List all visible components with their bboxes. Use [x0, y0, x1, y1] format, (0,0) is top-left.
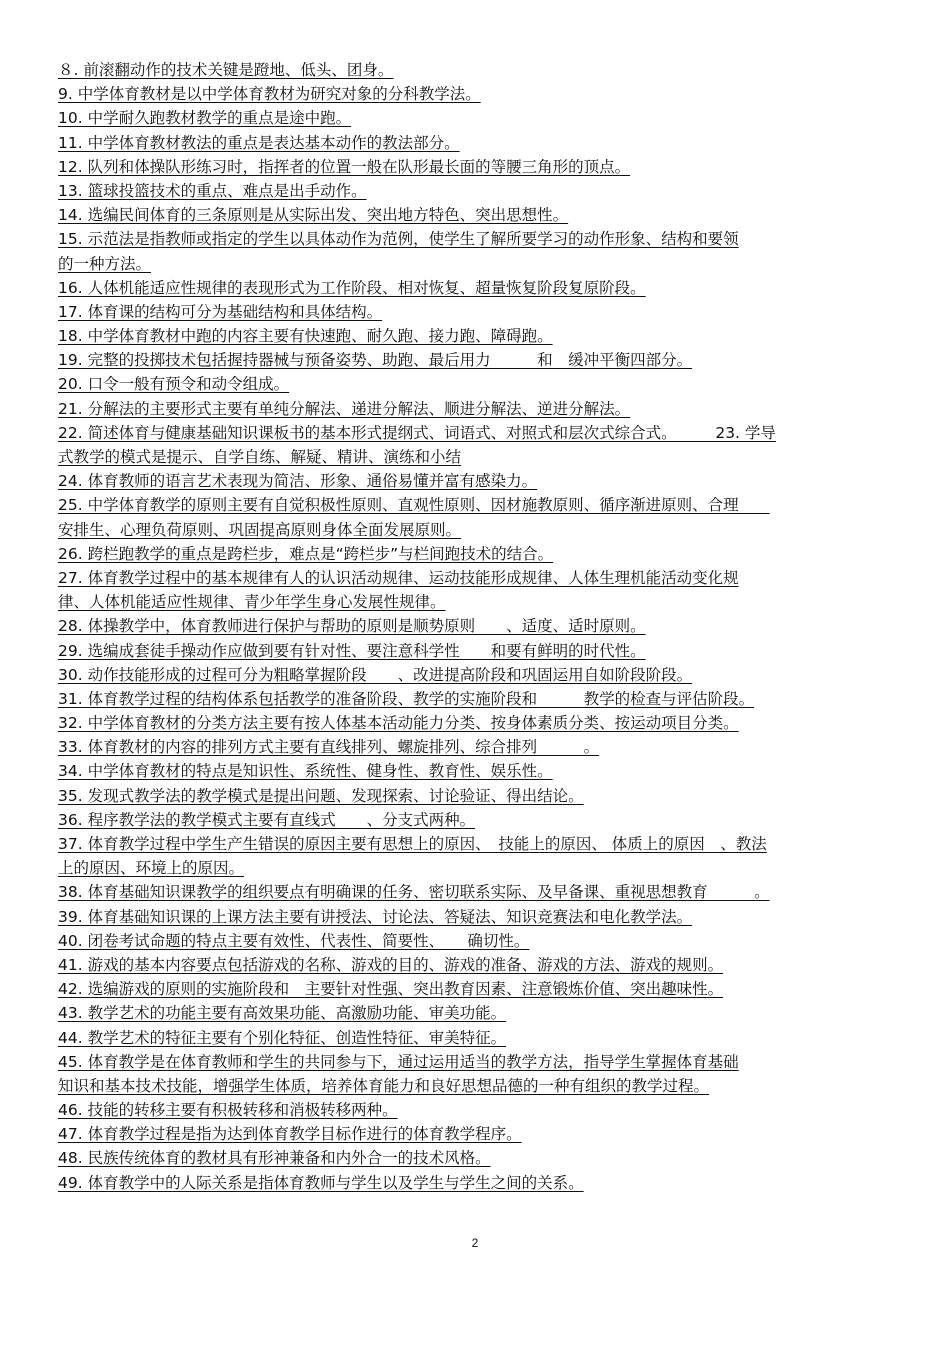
text-line: 式教学的模式是提示、自学自练、解疑、精讲、演练和小结 — [58, 448, 462, 466]
text-line: 22. 简述体育与健康基础知识课板书的基本形式提纲式、词语式、对照式和层次式综合式。 23. 学导 — [58, 423, 776, 442]
text-line: 35. 发现式教学法的教学模式是提出问题、发现探索、讨论验证、得出结论。 — [58, 786, 584, 805]
text-line: 9. 中学体育教材是以中学体育教材为研究对象的分科教学法。 — [58, 85, 481, 104]
text-line: 45. 体育教学是在体育教师和学生的共同参与下，通过运用适当的教学方法，指导学生掌握体育基础 — [58, 1052, 739, 1071]
text-line: 43. 教学艺术的功能主要有高效果功能、高激励功能、审美功能。 — [58, 1004, 507, 1023]
text-line: 28. 体操教学中，体育教师进行保护与帮助的原则是顺势原则 、适度、适时原则。 — [58, 617, 646, 636]
text-line: 上的原因、环境上的原因。 — [58, 859, 245, 878]
text-line: 13. 篮球投篮技术的重点、难点是出手动作。 — [58, 181, 367, 200]
text-line: 12. 队列和体操队形练习时，指挥者的位置一般在队形最长面的等腰三角形的顶点。 — [58, 157, 631, 176]
text-line: 42. 选编游戏的原则的实施阶段和 主要针对性强、突出教育因素、注意锻炼价值、突出趣味性。 — [58, 980, 724, 999]
text-line: 21. 分解法的主要形式主要有单纯分解法、递进分解法、顺进分解法、逆进分解法。 — [58, 399, 631, 418]
text-line: 30. 动作技能形成的过程可分为粗略掌握阶段 、改进提高阶段和巩固运用自如阶段阶段。 — [58, 665, 693, 684]
text-line: 33. 体育教材的内容的排列方式主要有直线排列、螺旋排列、综合排列 。 — [58, 738, 600, 757]
text-line: 17. 体育课的结构可分为基础结构和具体结构。 — [58, 302, 383, 321]
text-line: 27. 体育教学过程中的基本规律有人的认识活动规律、运动技能形成规律、人体生理机能活动变化规 — [58, 568, 739, 587]
text-line: 10. 中学耐久跑教材教学的重点是途中跑。 — [58, 109, 352, 128]
text-line: 19. 完整的投掷技术包括握持器械与预备姿势、助跑、最后用力 和 缓冲平衡四部分。 — [58, 351, 693, 370]
text-line: 31. 体育教学过程的结构体系包括教学的准备阶段、教学的实施阶段和 教学的检查与评估阶段。 — [58, 689, 755, 708]
text-line: 24. 体育教师的语言艺术表现为简洁、形象、通俗易懂并富有感染力。 — [58, 472, 538, 491]
text-line: 16. 人体机能适应性规律的表现形式为工作阶段、相对恢复、超量恢复阶段复原阶段。 — [58, 278, 646, 297]
text-line: 29. 选编成套徒手操动作应做到要有针对性、要注意科学性 和要有鲜明的时代性。 — [58, 641, 646, 660]
text-line: 的一种方法。 — [58, 254, 152, 273]
text-line: 44. 教学艺术的特征主要有个别化特征、创造性特征、审美特征。 — [58, 1028, 507, 1047]
text-line: 安排生、心理负荷原则、巩固提高原则身体全面发展原则。 — [58, 520, 462, 539]
text-line: 20. 口令一般有预令和动令组成。 — [58, 375, 290, 394]
text-line: 37. 体育教学过程中学生产生错误的原因主要有思想上的原因、 技能上的原因、 体质上的原因 、教法 — [58, 835, 767, 853]
text-line: 38. 体育基础知识课教学的组织要点有明确课的任务、密切联系实际、及早备课、重视思想教育 。 — [58, 883, 770, 902]
text-line: 11. 中学体育教材教法的重点是表达基本动作的教法部分。 — [58, 133, 460, 152]
text-line: 46. 技能的转移主要有积极转移和消极转移两种。 — [58, 1101, 398, 1120]
text-line — [58, 1195, 898, 1219]
text-line: 47. 体育教学过程是指为达到体育教学目标作进行的体育教学程序。 — [58, 1125, 522, 1144]
text-line: 18. 中学体育教材中跑的内容主要有快速跑、耐久跑、接力跑、障碍跑。 — [58, 327, 553, 346]
text-line: 25. 中学体育教学的原则主要有自觉积极性原则、直观性原则、因材施教原则、循序渐进原则、合理 — [58, 496, 770, 515]
text-line: 15. 示范法是指教师或指定的学生以具体动作为范例，使学生了解所要学习的动作形象、结构和要领 — [58, 230, 739, 249]
question-list — [58, 58, 898, 1219]
text-line: 律、人体机能适应性规律、青少年学生身心发展性规律。 — [58, 593, 446, 612]
text-line: 48. 民族传统体育的教材具有形神兼备和内外合一的技术风格。 — [58, 1149, 491, 1168]
text-line: 36. 程序教学法的教学模式主要有直线式 、分支式两种。 — [58, 810, 476, 829]
page-number: 2 — [471, 1236, 479, 1250]
text-line: 39. 体育基础知识课的上课方法主要有讲授法、讨论法、答疑法、知识竞赛法和电化教学法。 — [58, 907, 693, 926]
text-line: 40. 闭卷考试命题的特点主要有效性、代表性、简要性、 确切性。 — [58, 931, 530, 950]
text-line: 41. 游戏的基本内容要点包括游戏的名称、游戏的目的、游戏的准备、游戏的方法、游戏的规则。 — [58, 955, 724, 974]
text-line: 49. 体育教学中的人际关系是指体育教师与学生以及学生与学生之间的关系。 — [58, 1173, 584, 1192]
text-line: 知识和基本技术技能，增强学生体质，培养体育能力和良好思想品德的一种有组织的教学过程。 — [58, 1076, 710, 1095]
text-line: 14. 选编民间体育的三条原则是从实际出发、突出地方特色、突出思想性。 — [58, 206, 569, 225]
text-line: 32. 中学体育教材的分类方法主要有按人体基本活动能力分类、按身体素质分类、按运动项目分类。 — [58, 714, 739, 733]
text-line: 26. 跨栏跑教学的重点是跨栏步，难点是“跨栏步”与栏间跑技术的结合。 — [58, 544, 554, 563]
text-line: ８. 前滚翻动作的技术关键是蹬地、低头、团身。 — [58, 61, 394, 79]
text-line: 34. 中学体育教材的特点是知识性、系统性、健身性、教育性、娱乐性。 — [58, 762, 553, 781]
